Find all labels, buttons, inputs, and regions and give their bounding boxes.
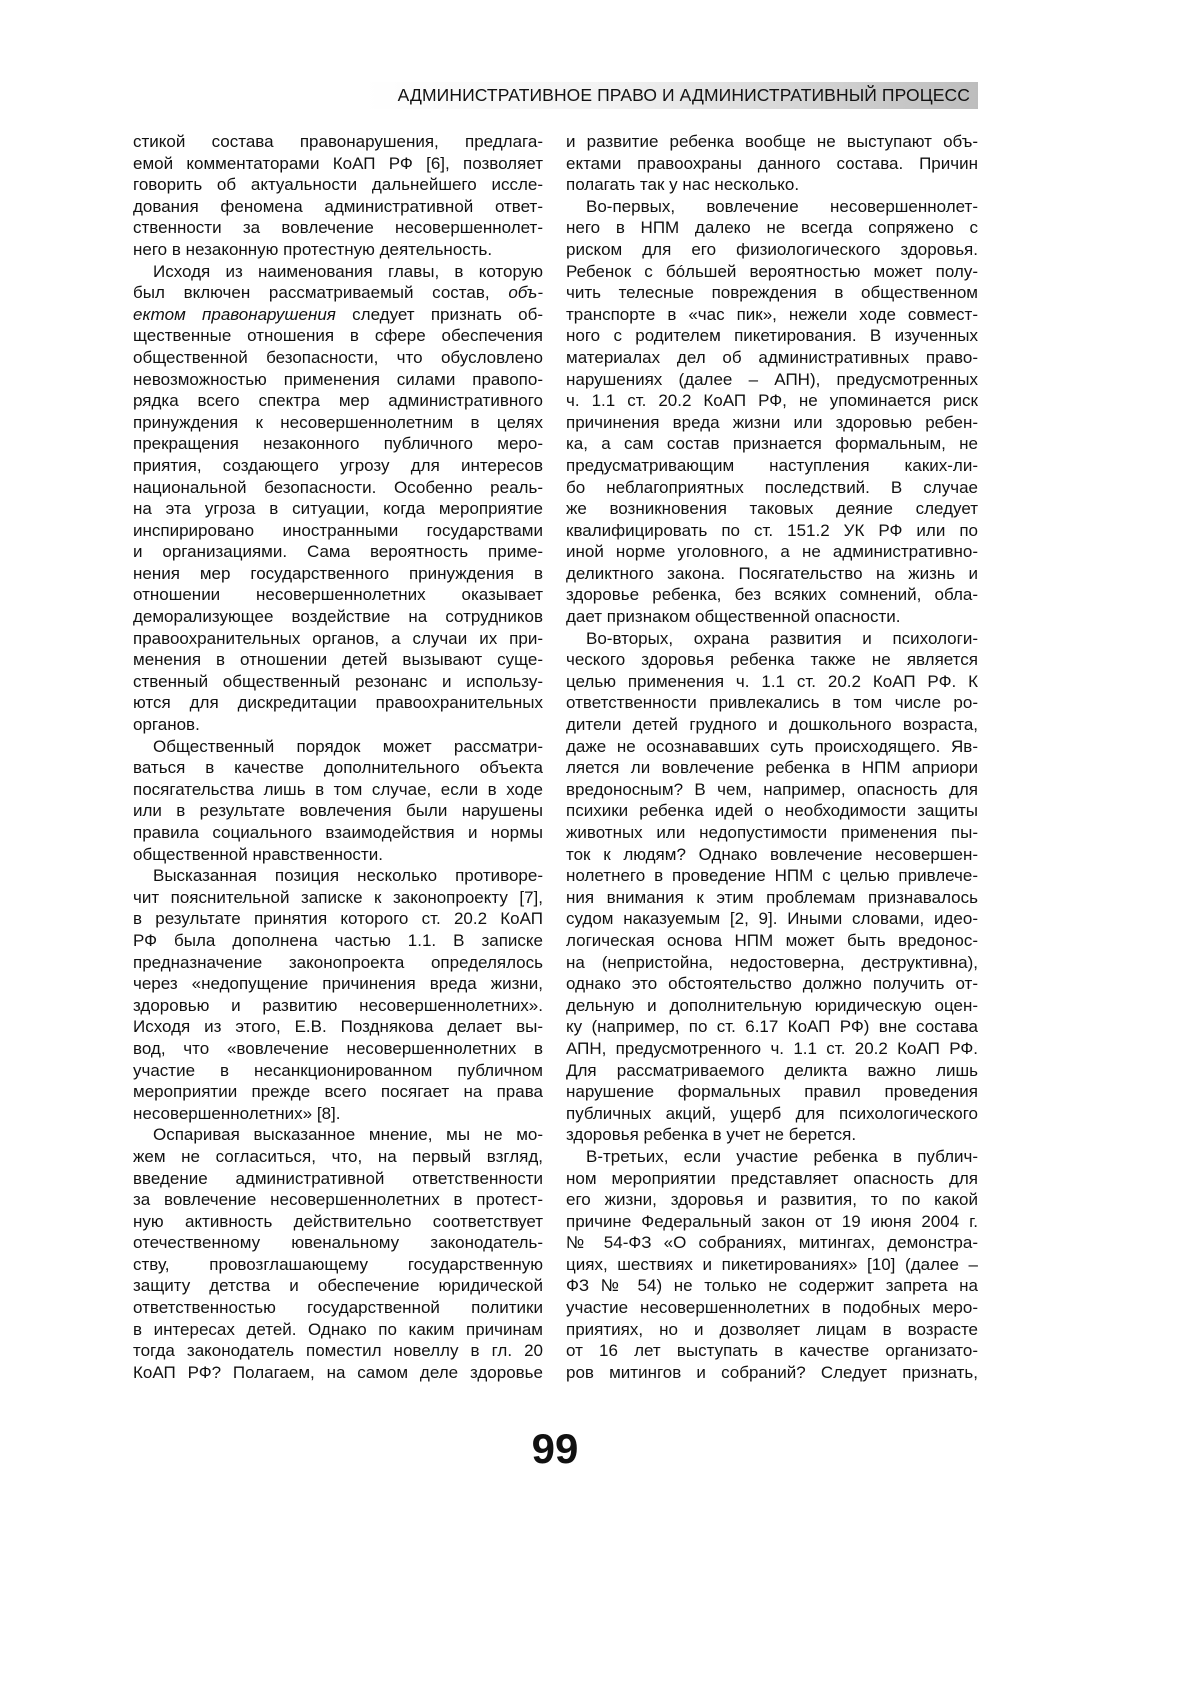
text-line: ственный общественный резонанс и использу- [133, 671, 543, 693]
text-line: деликтного закона. Посягательство на жизнь и [566, 563, 978, 585]
text-line: менения в отношении детей вызывают суще- [133, 649, 543, 671]
text-line: Высказанная позиция несколько противоре- [133, 865, 543, 887]
text-line: отношении несовершеннолетних оказывает [133, 584, 543, 606]
text-line: общественной безопасности, что обусловлено [133, 347, 543, 369]
text-line: принуждения к несовершеннолетним в целях [133, 412, 543, 434]
text-line: судом наказуемым [2, 9]. Иными словами, идео- [566, 908, 978, 930]
text-line: общественной нравственности. [133, 844, 543, 866]
text-line: посягательства лишь в том случае, если в ходе [133, 779, 543, 801]
text-line: Ребенок с бóльшей вероятностью может полу- [566, 261, 978, 283]
text-line: тогда законодатель поместил новеллу в гл. 20 [133, 1340, 543, 1362]
text-line: бо неблагоприятных последствий. В случае [566, 477, 978, 499]
text-line: говорить об актуальности дальнейшего иссле- [133, 174, 543, 196]
text-line: ваться в качестве дополнительного объекта [133, 757, 543, 779]
text-line: деморализующее воздействие на сотрудников [133, 606, 543, 628]
text-line: вод, что «вовлечение несовершеннолетних в [133, 1038, 543, 1060]
text-line: правоохранительных органов, а случаи их при- [133, 628, 543, 650]
text-line: через «недопущение причинения вреда жизни, [133, 973, 543, 995]
text-line: введение административной ответственности [133, 1168, 543, 1190]
text-line: чить телесные повреждения в общественном [566, 282, 978, 304]
text-line: ного с родителем пикетирования. В изученных [566, 325, 978, 347]
text-line: дельную и дополнительную юридическую оцен- [566, 995, 978, 1017]
right-column [566, 131, 978, 1383]
text-line: него в незаконную протестную деятельность. [133, 239, 543, 261]
text-line: национальной безопасности. Особенно реаль- [133, 477, 543, 499]
text-line: ров митингов и собраний? Следует признать, [566, 1362, 978, 1384]
text-line: здоровья ребенка в учет не берется. [566, 1124, 978, 1146]
text-line: ются для дискредитации правоохранительных [133, 692, 543, 714]
text-line: циях, шествиях и пикетированиях» [10] (далее – [566, 1254, 978, 1276]
text-line: приятия, создающего угрозу для интересов [133, 455, 543, 477]
left-column [133, 131, 543, 1383]
text-line: за вовлечение несовершеннолетних в протест- [133, 1189, 543, 1211]
text-line: рядка всего спектра мер административного [133, 390, 543, 412]
text-line: на эта угроза в ситуации, когда мероприятие [133, 498, 543, 520]
text-line: несовершеннолетних» [8]. [133, 1103, 543, 1125]
text-line: ляется ли вовлечение ребенка в НПМ априори [566, 757, 978, 779]
text-line: правила социального взаимодействия и нормы [133, 822, 543, 844]
text-line: в результате принятия которого ст. 20.2 КоАП [133, 908, 543, 930]
text-line: невозможностью применения силами правопо- [133, 369, 543, 391]
text-line: ственности за вовлечение несовершеннолет- [133, 217, 543, 239]
text-line: органов. [133, 714, 543, 736]
text-line: квалифицировать по ст. 151.2 УК РФ или по [566, 520, 978, 542]
text-line: стикой состава правонарушения, предлага- [133, 131, 543, 153]
paragraph [133, 261, 543, 736]
text-line: здоровью и развитию несовершеннолетних». [133, 995, 543, 1017]
text-line: транспорте в «час пик», нежели ходе совмест- [566, 304, 978, 326]
page-number: 99 [0, 1425, 1110, 1473]
paragraph [566, 628, 978, 1146]
text-line: ния внимания к этим проблемам признавалось [566, 887, 978, 909]
text-line: полагать так у нас несколько. [566, 174, 978, 196]
text-line: дает признаком общественной опасности. [566, 606, 978, 628]
text-line: в интересах детей. Однако по каким причинам [133, 1319, 543, 1341]
text-line: ном мероприятии представляет опасность для [566, 1168, 978, 1190]
text-line: ФЗ № 54) не только не содержит запрета на [566, 1275, 978, 1297]
text-line: и организациями. Сама вероятность приме- [133, 541, 543, 563]
text-line: причине Федеральный закон от 19 июня 2004 г. [566, 1211, 978, 1233]
text-line [133, 304, 543, 326]
text-line: предназначение законопроекта определялось [133, 952, 543, 974]
text-line: него в НПМ далеко не всегда сопряжено с [566, 217, 978, 239]
text-span: был включен рассматриваемый состав, [133, 283, 508, 302]
text-line [133, 282, 543, 304]
text-line: риском для его физиологического здоровья. [566, 239, 978, 261]
text-line: однако это обстоятельство должно получить от- [566, 973, 978, 995]
section-title: АДМИНИСТРАТИВНОЕ ПРАВО И АДМИНИСТРАТИВНЫЙ ПРОЦЕСС [398, 85, 970, 106]
text-line: участие несовершеннолетних в подобных меро- [566, 1297, 978, 1319]
text-line: нарушение формальных правил проведения [566, 1081, 978, 1103]
text-line: Во-вторых, охрана развития и психологи- [566, 628, 978, 650]
text-line: щественные отношения в сфере обеспечения [133, 325, 543, 347]
text-line: ку (например, по ст. 6.17 КоАП РФ) вне состава [566, 1016, 978, 1038]
text-line: материалах дел об административных право- [566, 347, 978, 369]
text-line: участие в несанкционированном публичном [133, 1060, 543, 1082]
text-line: публичных акций, ущерб для психологического [566, 1103, 978, 1125]
text-line: приятиях, но и дозволяет лицам в возрасте [566, 1319, 978, 1341]
text-line: прекращения незаконного публичного меро- [133, 433, 543, 455]
text-line: АПН, предусмотренного ч. 1.1 ст. 20.2 КоАП РФ. [566, 1038, 978, 1060]
text-line: ческого здоровья ребенка также не является [566, 649, 978, 671]
text-line: Оспаривая высказанное мнение, мы не мо- [133, 1124, 543, 1146]
text-line: емой комментаторами КоАП РФ [6], позволяет [133, 153, 543, 175]
text-line: жем не согласиться, что, на первый взгляд, [133, 1146, 543, 1168]
text-line: нения мер государственного принуждения в [133, 563, 543, 585]
text-line: Во-первых, вовлечение несовершеннолет- [566, 196, 978, 218]
text-line: ка, а сам состав признается формальным, не [566, 433, 978, 455]
text-line: здоровье ребенка, без всяких сомнений, обла- [566, 584, 978, 606]
italic-text: объ- [508, 283, 543, 302]
text-line: иной норме уголовного, а не административно- [566, 541, 978, 563]
text-line: дования феномена административной ответ- [133, 196, 543, 218]
text-line: защиту детства и обеспечение юридической [133, 1275, 543, 1297]
text-line: КоАП РФ? Полагаем, на самом деле здоровье [133, 1362, 543, 1384]
text-line: целью применения ч. 1.1 ст. 20.2 КоАП РФ. К [566, 671, 978, 693]
text-line: же возникновения таковых деяние следует [566, 498, 978, 520]
text-line: причинения вреда жизни или здоровью ребен- [566, 412, 978, 434]
text-line: даже не осознававших суть происходящего. Яв- [566, 736, 978, 758]
text-line: Исходя из этого, Е.В. Позднякова делает вы- [133, 1016, 543, 1038]
paragraph [133, 131, 543, 261]
paragraph [133, 1124, 543, 1383]
running-header [365, 82, 978, 109]
text-line: Для рассматриваемого деликта важно лишь [566, 1060, 978, 1082]
text-line: № 54-ФЗ «О собраниях, митингах, демонстра- [566, 1232, 978, 1254]
paragraph [566, 196, 978, 628]
paragraph [566, 1146, 978, 1384]
text-line: от 16 лет выступать в качестве организато- [566, 1340, 978, 1362]
text-span: следует признать об- [336, 305, 543, 324]
text-line: логическая основа НПМ может быть вредонос- [566, 930, 978, 952]
text-line: ству, провозглашающему государственную [133, 1254, 543, 1276]
text-line: нолетнего в проведение НПМ с целью привлече- [566, 865, 978, 887]
text-line: инспирировано иностранными государствами [133, 520, 543, 542]
text-line: или в результате вовлечения были нарушены [133, 800, 543, 822]
text-line: чит пояснительной записке к законопроекту [7], [133, 887, 543, 909]
paragraph [133, 865, 543, 1124]
text-line: отечественному ювенальному законодатель- [133, 1232, 543, 1254]
text-line: ток к людям? Однако вовлечение несовершен- [566, 844, 978, 866]
text-line: мероприятии прежде всего посягает на права [133, 1081, 543, 1103]
text-line: ч. 1.1 ст. 20.2 КоАП РФ, не упоминается риск [566, 390, 978, 412]
text-line: ектами правоохраны данного состава. Причин [566, 153, 978, 175]
text-line: его жизни, здоровья и развития, то по какой [566, 1189, 978, 1211]
text-line: Общественный порядок может рассматри- [133, 736, 543, 758]
text-line: нарушениях (далее – АПН), предусмотренных [566, 369, 978, 391]
italic-text: ектом правонарушения [133, 305, 336, 324]
text-line: психики ребенка идей о необходимости защиты [566, 800, 978, 822]
text-line: Исходя из наименования главы, в которую [133, 261, 543, 283]
text-line: ную активность действительно соответствует [133, 1211, 543, 1233]
text-line: предусматривающим наступления каких-ли- [566, 455, 978, 477]
paragraph [133, 736, 543, 866]
text-line: дители детей грудного и дошкольного возраста, [566, 714, 978, 736]
text-line: животных или недопустимости применения пы- [566, 822, 978, 844]
text-line: ответственностью государственной политики [133, 1297, 543, 1319]
text-line: вредоносным? В чем, например, опасность для [566, 779, 978, 801]
text-line: РФ была дополнена частью 1.1. В записке [133, 930, 543, 952]
text-line: и развитие ребенка вообще не выступают объ- [566, 131, 978, 153]
paragraph [566, 131, 978, 196]
text-line: В-третьих, если участие ребенка в публич- [566, 1146, 978, 1168]
text-line: ответственности привлекались в том числе ро- [566, 692, 978, 714]
text-line: на (непристойна, недостоверна, деструктивна), [566, 952, 978, 974]
